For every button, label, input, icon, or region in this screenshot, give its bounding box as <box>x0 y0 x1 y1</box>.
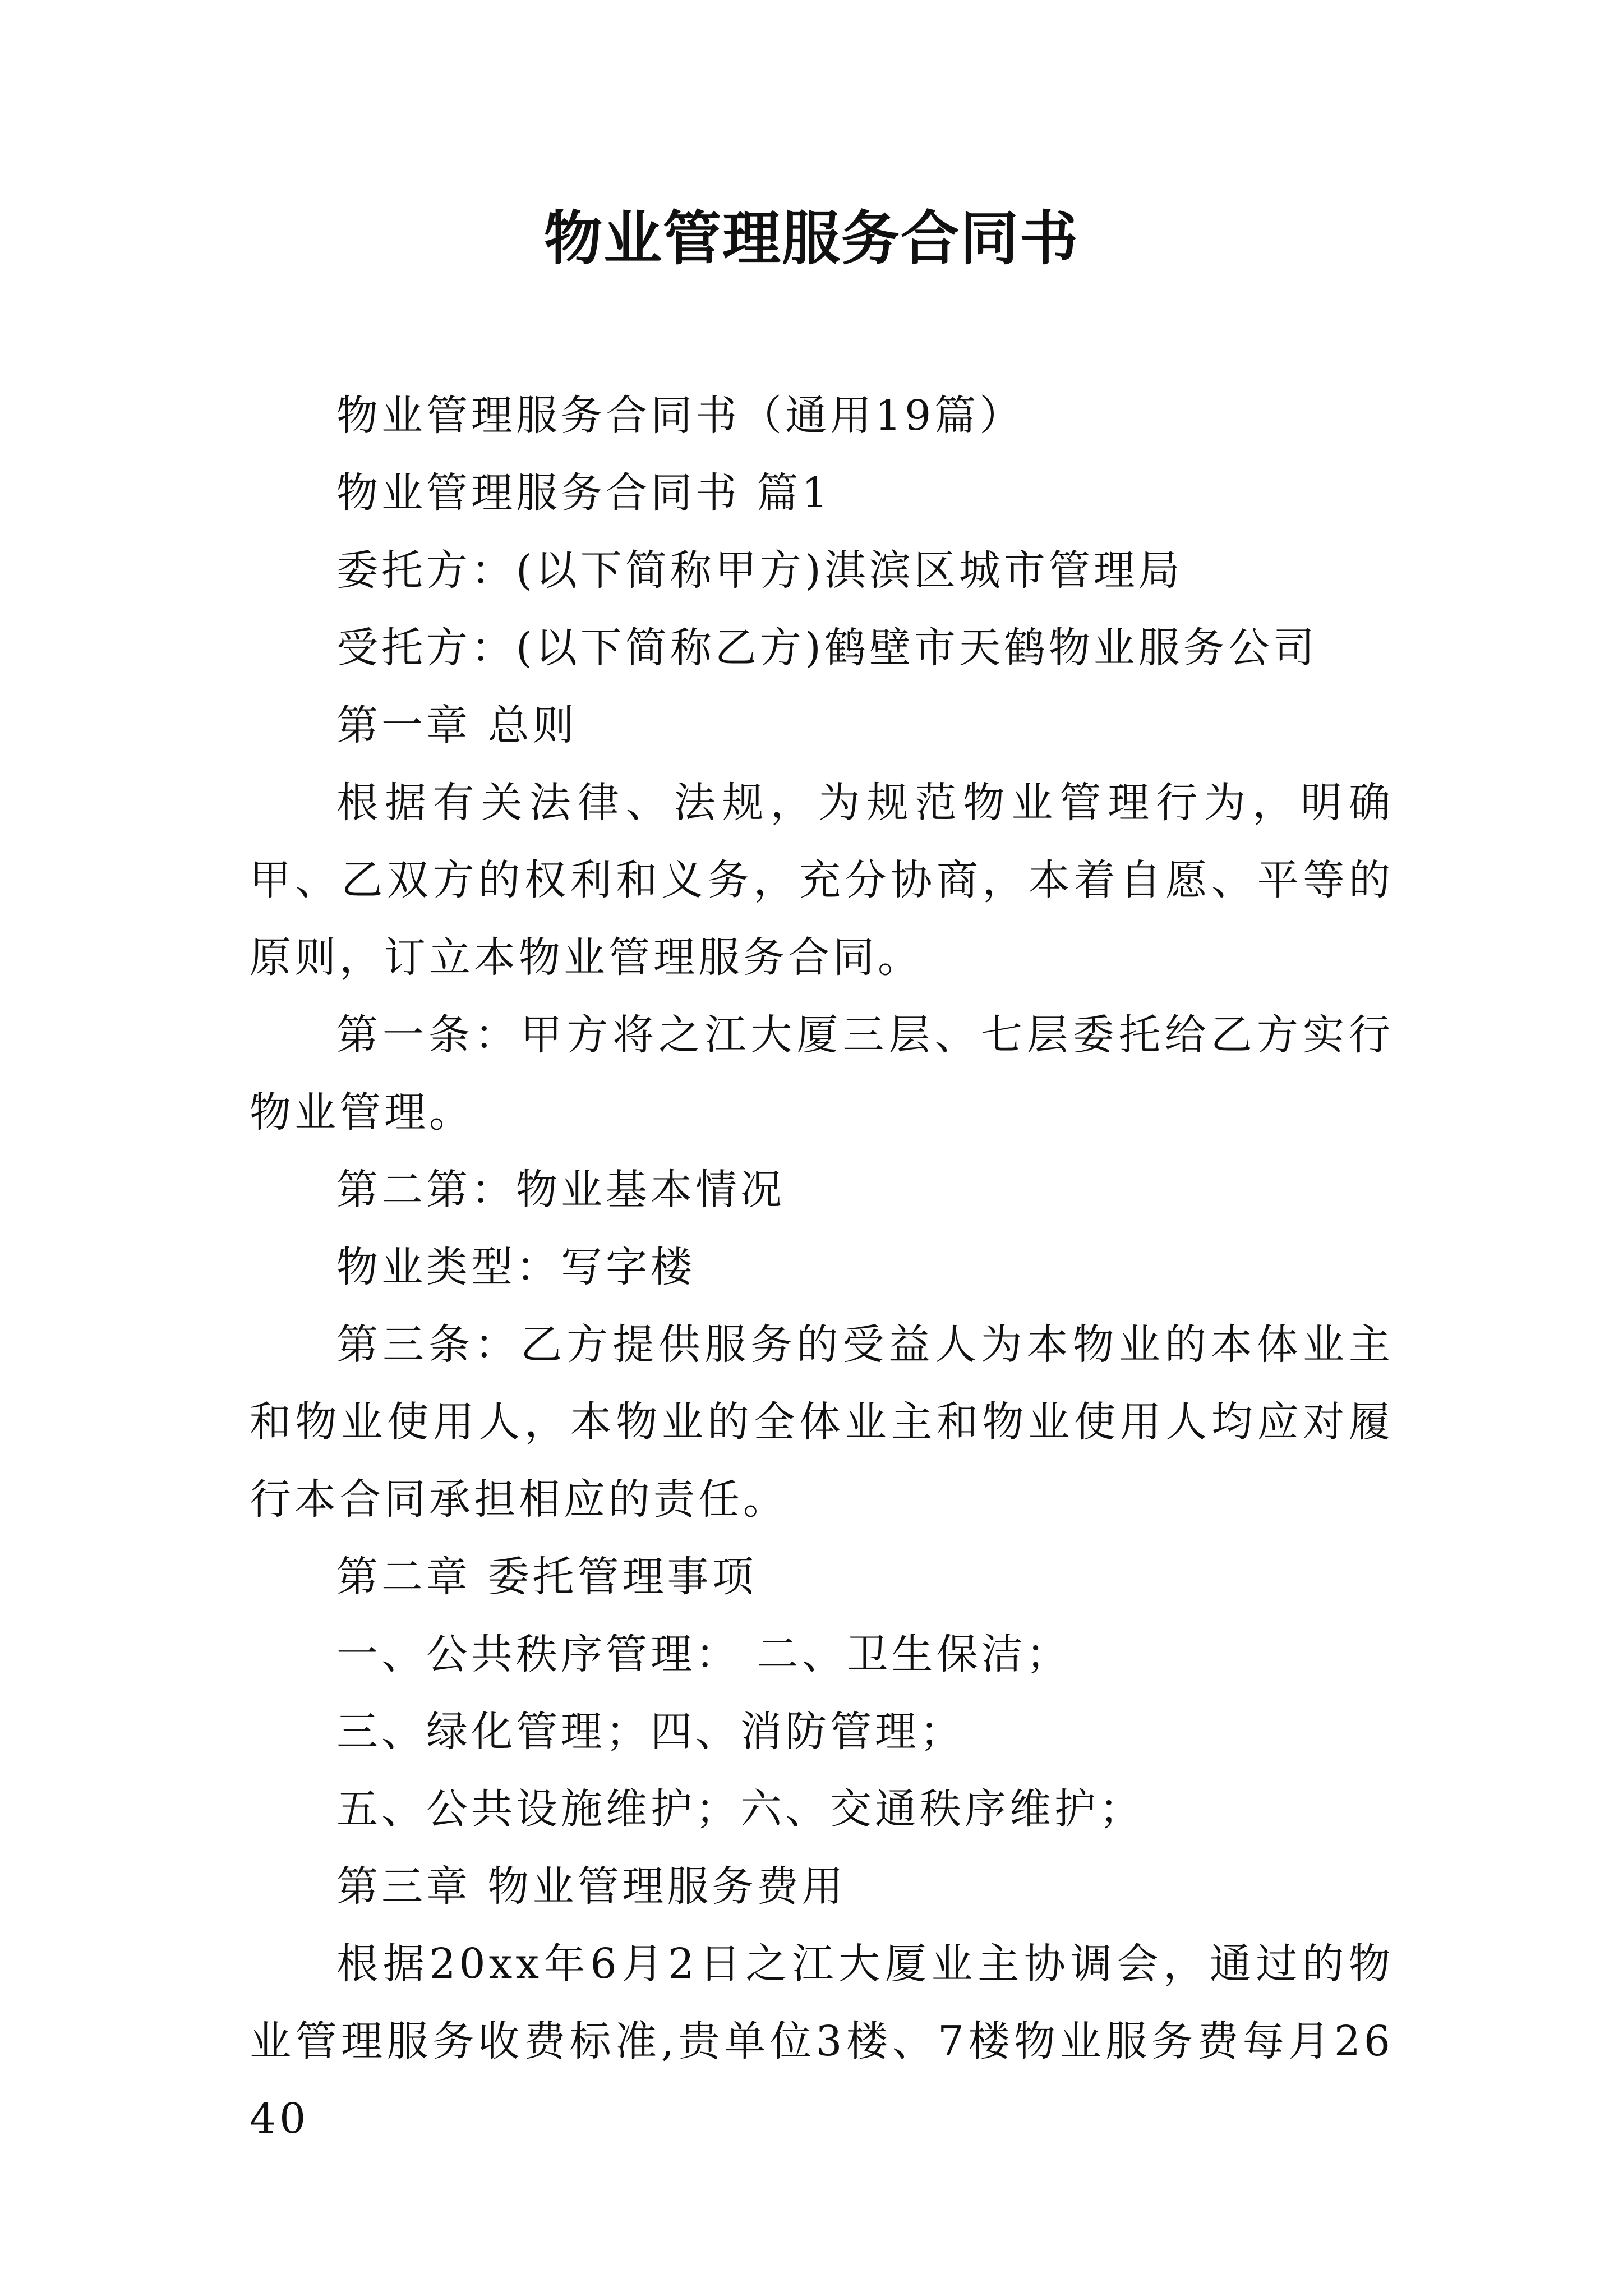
paragraph-part-heading: 物业管理服务合同书 篇1 <box>336 469 832 517</box>
property-type: 物业类型：写字楼 <box>336 1243 695 1291</box>
paragraph-subtitle: 物业管理服务合同书（通用19篇） <box>336 392 1025 440</box>
service-items-1: 一、公共秩序管理： 二、卫生保洁； <box>336 1630 1071 1678</box>
service-items-3: 五、公共设施维护；六、交通秩序维护； <box>336 1785 1144 1833</box>
document-body <box>250 377 1394 2157</box>
chapter-heading-3: 第三章 物业管理服务费用 <box>336 1862 847 1911</box>
chapter-heading-1: 第一章 总则 <box>336 701 578 749</box>
service-items-2: 三、绿化管理；四、消防管理； <box>336 1708 965 1756</box>
fee-paragraph: 根据20xx年6月2日之江大厦业主协调会，通过的物业管理服务收费标准,贵单位3楼、7楼物业服务费每月2640 <box>250 1940 1394 2143</box>
paragraph-principal: 委托方：(以下简称甲方)淇滨区城市管理局 <box>336 546 1183 595</box>
paragraph-agent: 受托方：(以下简称乙方)鹤壁市天鹤物业服务公司 <box>336 624 1318 672</box>
paragraph-preamble: 根据有关法律、法规，为规范物业管理行为，明确甲、乙双方的权利和义务，充分协商，本着自愿、平等的原则，订立本物业管理服务合同。 <box>250 779 1394 982</box>
document-title: 物业管理服务合同书 <box>543 204 1079 273</box>
article-1: 第一条：甲方将之江大厦三层、七层委托给乙方实行物业管理。 <box>250 1011 1394 1137</box>
chapter-heading-2: 第二章 委托管理事项 <box>336 1553 757 1601</box>
article-3: 第三条：乙方提供服务的受益人为本物业的本体业主和物业使用人，本物业的全体业主和物业使用人均应对履行本合同承担相应的责任。 <box>250 1320 1394 1524</box>
article-2-heading: 第二第：物业基本情况 <box>336 1166 785 1214</box>
